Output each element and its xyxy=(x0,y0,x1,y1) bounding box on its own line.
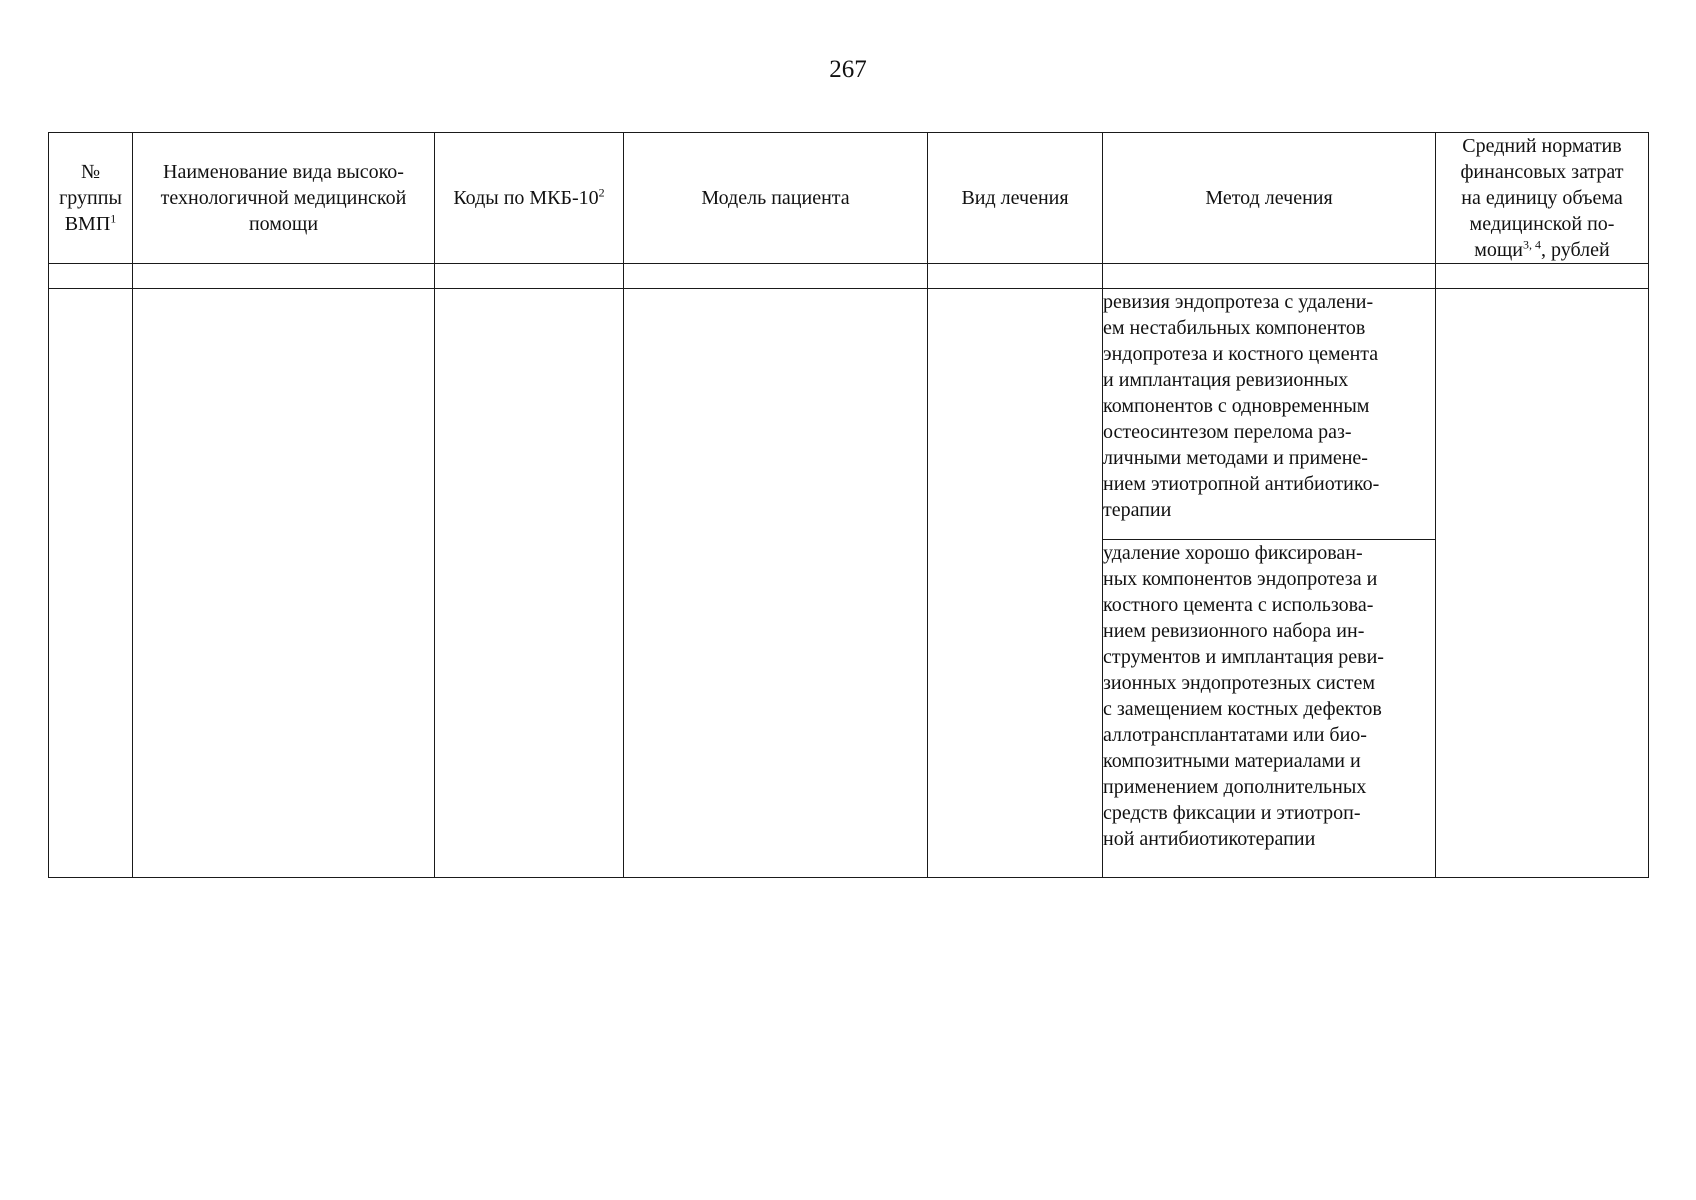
method-line: нием этиотропной антибиотико- xyxy=(1103,473,1380,495)
method-line: применением дополнительных xyxy=(1103,776,1367,798)
header-group-number xyxy=(49,133,133,264)
header-group-number-line3-wrap xyxy=(53,211,128,237)
vmp-table xyxy=(48,132,1649,878)
table-row xyxy=(49,289,1649,540)
empty-cell xyxy=(1436,264,1649,289)
header-group-number-line2: группы xyxy=(59,187,122,209)
header-patient-model: Модель пациента xyxy=(624,133,928,264)
header-care-name-line3: помощи xyxy=(248,213,319,235)
header-care-name xyxy=(133,133,435,264)
method-line: ных компонентов эндопротеза и xyxy=(1103,568,1378,590)
method-line: композитными материалами и xyxy=(1103,750,1361,772)
method-line: ной антибиотикотерапии xyxy=(1103,828,1316,850)
method-line: средств фиксации и этиотроп- xyxy=(1103,802,1361,824)
header-treatment-type: Вид лечения xyxy=(928,133,1103,264)
empty-cell xyxy=(1103,264,1436,289)
method-line: терапии xyxy=(1103,499,1172,521)
header-average-cost-line1: Средний норматив xyxy=(1462,135,1622,157)
footnote-marker-2: 2 xyxy=(598,185,605,200)
method-line: и имплантация ревизионных xyxy=(1103,369,1349,391)
group-number-cell xyxy=(49,289,133,878)
header-icd-codes xyxy=(435,133,624,264)
empty-cell xyxy=(49,264,133,289)
footnote-marker-3-4: 3, 4 xyxy=(1523,237,1542,252)
method-line: компонентов с одновременным xyxy=(1103,395,1370,417)
method-line: нием ревизионного набора ин- xyxy=(1103,620,1365,642)
header-care-name-line1: Наименование вида высоко- xyxy=(163,161,404,183)
header-group-number-line3: ВМП xyxy=(64,213,111,235)
header-care-name-line2: технологичной медицинской xyxy=(160,187,407,209)
method-line: с замещением костных дефектов xyxy=(1103,698,1382,720)
footnote-marker-1: 1 xyxy=(110,211,117,226)
empty-cell xyxy=(435,264,624,289)
method-line: ем нестабильных компонентов xyxy=(1103,317,1366,339)
header-icd-codes-text: Коды по МКБ-10 xyxy=(453,187,599,209)
method-line: ревизия эндопротеза с удалени- xyxy=(1103,291,1374,313)
empty-cell xyxy=(624,264,928,289)
empty-cell xyxy=(133,264,435,289)
treatment-method-cell-2 xyxy=(1103,540,1436,878)
header-average-cost-line5b: , рублей xyxy=(1541,239,1610,261)
method-line: аллотрансплантатами или био- xyxy=(1103,724,1367,746)
header-icd-codes-wrap xyxy=(453,187,604,209)
header-average-cost-line4: медицинской по- xyxy=(1469,213,1615,235)
treatment-method-cell-1 xyxy=(1103,289,1436,540)
header-average-cost-line5 xyxy=(1440,237,1644,263)
page-number: 267 xyxy=(829,56,867,83)
method-line: эндопротеза и костного цемента xyxy=(1103,343,1379,365)
method-line: костного цемента с использова- xyxy=(1103,594,1374,616)
empty-cell xyxy=(928,264,1103,289)
header-row xyxy=(49,133,1649,264)
method-line: удаление хорошо фиксирован- xyxy=(1103,542,1363,564)
average-cost-cell xyxy=(1436,289,1649,878)
header-group-number-line1: № xyxy=(80,161,101,183)
header-average-cost xyxy=(1436,133,1649,264)
header-average-cost-line5a: мощи xyxy=(1474,239,1524,261)
column-number-row xyxy=(49,264,1649,289)
icd-codes-cell xyxy=(435,289,624,878)
patient-model-cell xyxy=(624,289,928,878)
header-average-cost-line2: финансовых затрат xyxy=(1460,161,1624,183)
method-line: струментов и имплантация реви- xyxy=(1103,646,1384,668)
header-average-cost-line3: на единицу объема xyxy=(1461,187,1623,209)
method-line: личными методами и примене- xyxy=(1103,447,1368,469)
method-line: остеосинтезом перелома раз- xyxy=(1103,421,1352,443)
care-name-cell xyxy=(133,289,435,878)
header-treatment-method: Метод лечения xyxy=(1103,133,1436,264)
method-line: зионных эндопротезных систем xyxy=(1103,672,1375,694)
treatment-type-cell xyxy=(928,289,1103,878)
